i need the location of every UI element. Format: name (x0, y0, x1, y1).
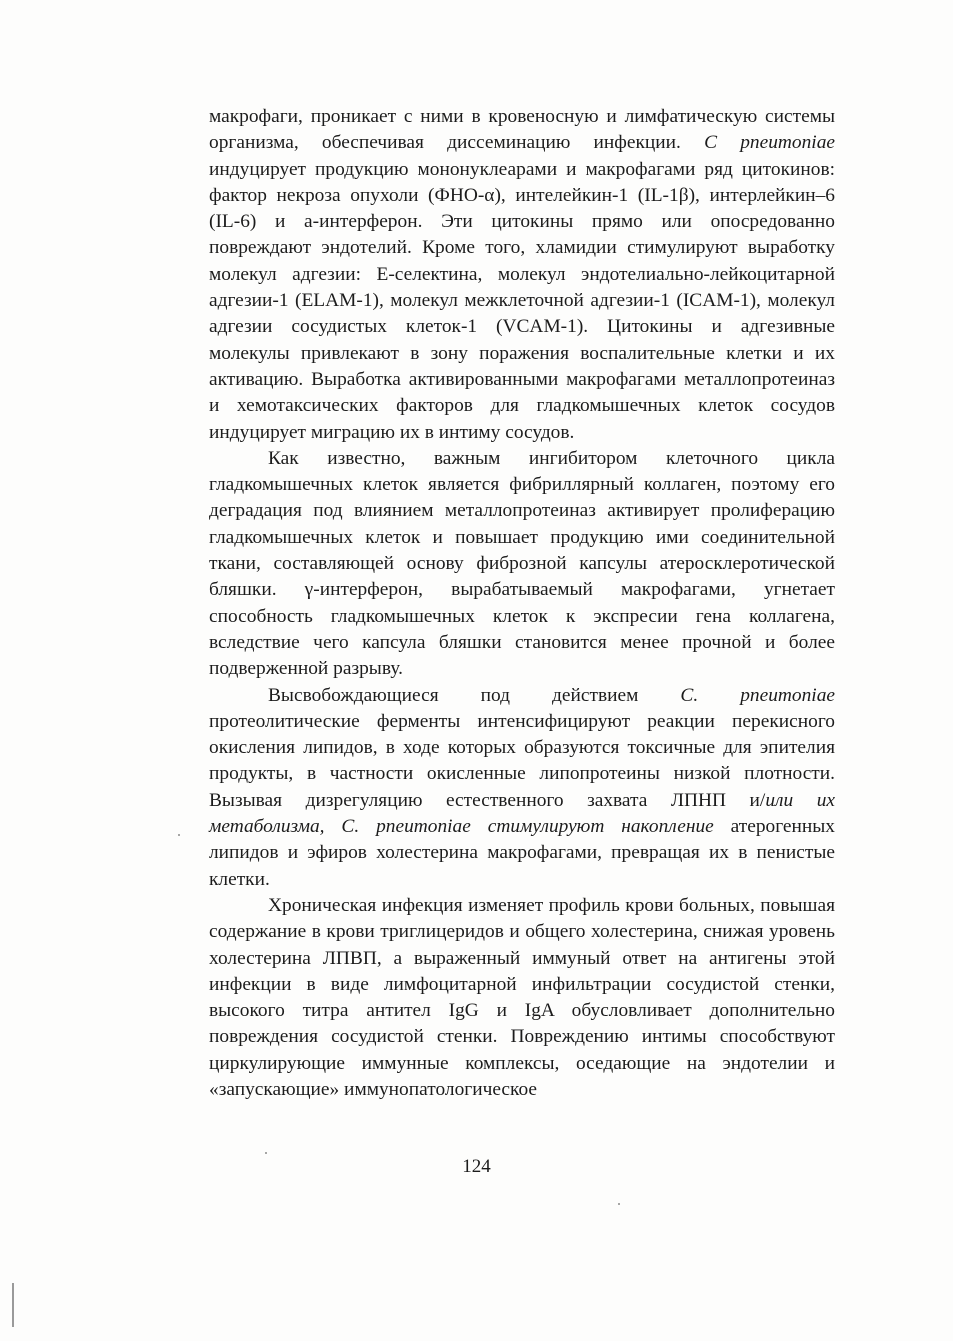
text-run: Как известно, важным ингибитором клеточного цикла гладкомышечных клеток является фибриллярный коллаген, поэтому его деградация под влиянием металлопротеиназ активирует пролиферацию гладкомышечных клеток и повышает продукцию ими соединительной ткани, составляющей основу фиброзной капсулы атеросклеротической бляшки. γ-интерферон, вырабатываемый макрофагами, угнетает способность гладкомышечных клеток к экспресии гена коллагена, вследствие чего капсула бляшки становится менее прочной и более подверженной разрыву. (209, 447, 835, 680)
scan-speck (178, 834, 180, 836)
italic-text-run: C. pneumoniae (680, 684, 835, 706)
italic-text-run: стимулируют накопление (470, 816, 714, 838)
paragraph (209, 683, 835, 893)
italic-text-run: C. pneumoniae (341, 816, 471, 838)
scan-margin-line (12, 1283, 14, 1327)
scan-speck (265, 1152, 267, 1154)
body-text (209, 104, 835, 1103)
text-run: Хроническая инфекция изменяет профиль крови больных, повышая содержание в крови триглицеридов и общего холестерина, снижая уровень холестерина ЛПВП, а выраженный иммуный ответ на антигены этой инфекции в виде лимфоцитарной инфильтрации сосудистой стенки, высокого титра антител IgG и IgA обусловливает дополнительно повреждения сосудистой стенки. Повреждению интимы способствуют циркулирующие иммунные комплексы, оседающие на эндотелии и «запускающие» иммунопатологическое (209, 894, 835, 1100)
page-number: 124 (462, 1156, 491, 1177)
text-run: протеолитические ферменты интенсифицируют реакции перекисного окисления липидов, в ходе которых образуются токсичные для эпителия продукты, в частности окисленные липопротеины низкой плотности. Вызывая дизрегуляцию естественного захвата ЛПНП и/ (209, 710, 835, 811)
text-run: атерогенных липидов и эфиров холестерина макрофагами, превращая их в пенистые клетки. (209, 816, 835, 890)
text-run: индуцирует продукцию мононуклеарами и макрофагами ряд цитокинов: фактор некроза опухоли (ФНО-α), интелейкин-1 (IL-1β), интерлейкин–6 (IL-6) и а-интерферон. Эти цитокины прямо или опосредованно повреждают эндотелий. Кроме того, хламидии стимулируют выработку молекул адгезии: Е-селектина, молекул эндотелиально-лейкоцитарной адгезии-1 (ELAM-1), молекул межклеточной адгезии-1 (ICAM-1), молекул адгезии сосудистых клеток-1 (VCAM-1). Цитокины и адгезивные молекулы привлекают в зону поражения воспалительные клетки и их активацию. Выработка активированными макрофагами металлопротеиназ и хемотаксических факторов для гладкомышечных клеток сосудов индуцирует миграцию их в интиму сосудов. (209, 158, 835, 443)
italic-text-run: или их метаболизма, (209, 789, 835, 838)
scan-speck (618, 1203, 620, 1205)
paragraph (209, 446, 835, 683)
paragraph (209, 893, 835, 1103)
text-run: Высвобождающиеся под действием (268, 684, 681, 706)
text-run: макрофаги, проникает с ними в кровеносную и лимфатическую системы организма, обеспечивая диссеминацию инфекции. (209, 106, 835, 154)
paragraph (209, 104, 835, 446)
italic-text-run: C pneumoniae (704, 132, 835, 154)
